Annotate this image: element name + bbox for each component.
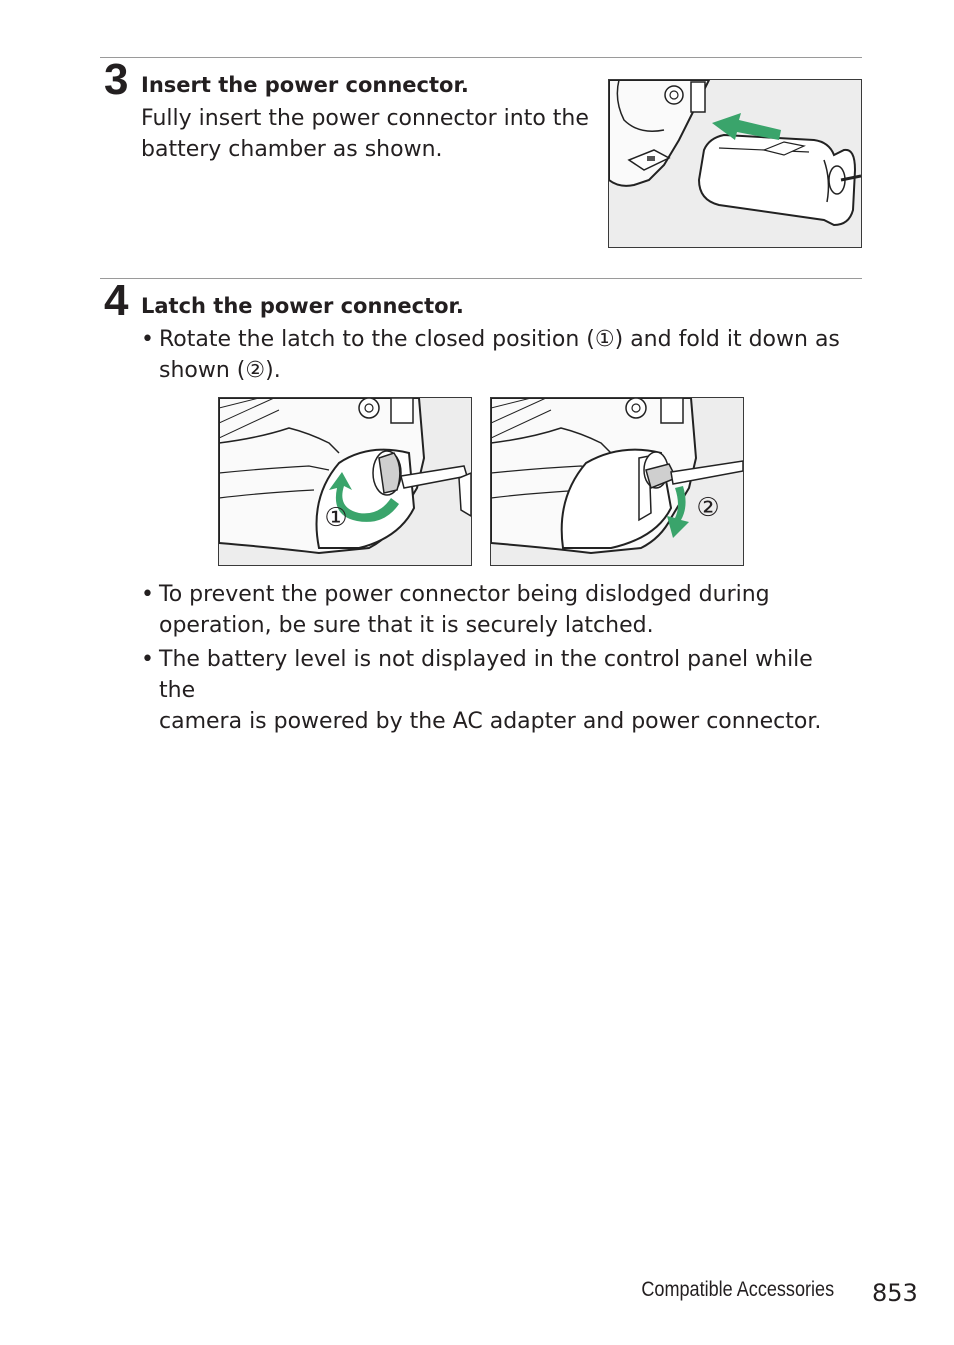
step-3-text-line-2: battery chamber as shown. (141, 137, 443, 162)
insert-connector-drawing (609, 80, 861, 247)
fold-latch-drawing (491, 398, 743, 565)
step-4-number: 4 (104, 276, 129, 325)
step-3-number: 3 (104, 55, 129, 104)
fold-latch-illustration (490, 397, 744, 566)
bullet-2-line-2: operation, be sure that it is securely latched. (159, 613, 654, 638)
bullet-symbol: • (141, 582, 154, 607)
step-4-divider (100, 278, 862, 279)
page-number: 853 (872, 1279, 918, 1307)
bullet-3-line-2: camera is powered by the AC adapter and power connector. (159, 709, 822, 734)
step-4-bullet-1 (141, 324, 841, 386)
step-4-bullet-3 (141, 644, 841, 734)
step-3-text (141, 103, 591, 165)
rotate-latch-drawing (219, 398, 471, 565)
step-4-title: Latch the power connector. (141, 294, 464, 318)
circled-2-marker: ② (245, 358, 266, 383)
bullet-symbol: • (141, 327, 154, 352)
bullet-1-line-1: Rotate the latch to the closed position (①) and fold it down as (159, 327, 840, 352)
bullet-2-line-1: To prevent the power connector being dislodged during (159, 582, 770, 607)
insert-connector-illustration (608, 79, 862, 248)
circled-1-marker: ① (594, 327, 615, 352)
rotate-latch-illustration (218, 397, 472, 566)
step-3-text-line-1: Fully insert the power connector into the (141, 106, 589, 131)
figure-label-2: ② (696, 493, 720, 523)
bullet-symbol: • (141, 647, 154, 672)
bullet-1-line-2: shown (②). (159, 358, 281, 383)
bullet-3-line-1: The battery level is not displayed in the control panel while the (159, 647, 813, 703)
step-3-title: Insert the power connector. (141, 73, 469, 97)
figure-label-1: ① (324, 503, 348, 533)
step-4-bullet-2 (141, 579, 841, 641)
footer-section-label: Compatible Accessories (641, 1278, 834, 1301)
step-3-divider (100, 57, 862, 58)
